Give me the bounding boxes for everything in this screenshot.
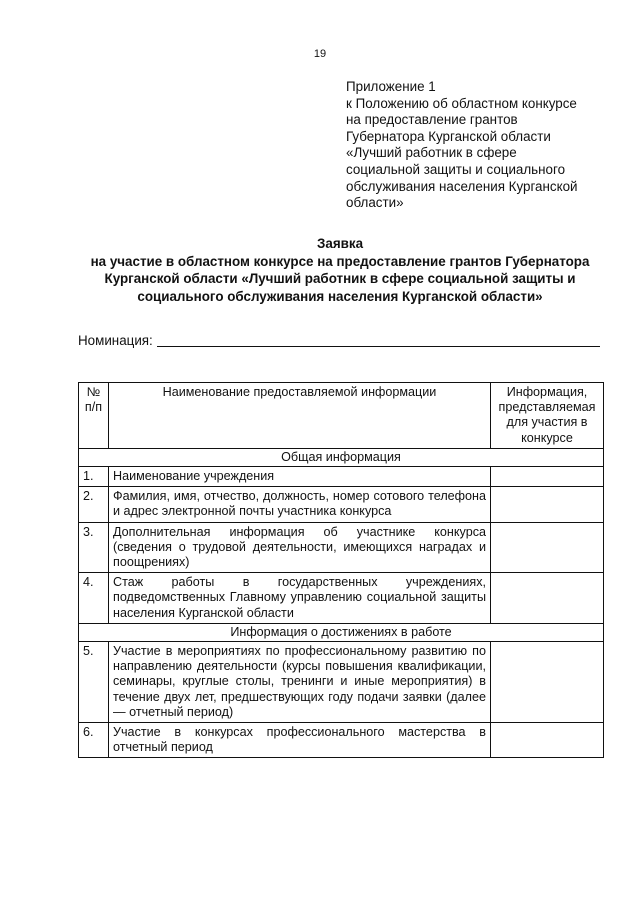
row-text: Наименование учреждения (109, 467, 491, 487)
nomination-field-line (157, 346, 600, 347)
row-info-cell (491, 573, 604, 624)
row-info-cell (491, 522, 604, 573)
row-text: Дополнительная информация об участнике конкурса (сведения о трудовой деятельности, имеющихся наградах и поощрениях) (109, 522, 491, 573)
section-achievements: Информация о достижениях в работе (79, 623, 604, 641)
table-header-row (79, 383, 604, 449)
appendix-line: к Положению об областном конкурсе (346, 95, 577, 111)
row-info-cell (491, 487, 604, 522)
appendix-line: Губернатора Курганской области (346, 128, 551, 144)
table-row (79, 467, 604, 487)
appendix-line: обслуживания населения Курганской (346, 178, 578, 194)
section-row (79, 448, 604, 466)
row-text: Стаж работы в государственных учреждениях, подведомственных Главному управлению социальной защиты населения Курганской области (109, 573, 491, 624)
table-row (79, 487, 604, 522)
header-info: Информация, представляемая для участия в конкурсе (491, 383, 604, 449)
row-num: 1. (79, 467, 109, 487)
header-name: Наименование предоставляемой информации (109, 383, 491, 449)
document-title (40, 235, 640, 305)
application-table (78, 382, 604, 758)
row-text: Фамилия, имя, отчество, должность, номер сотового телефона и адрес электронной почты участника конкурса (109, 487, 491, 522)
row-num: 5. (79, 642, 109, 723)
appendix-line: Приложение 1 (346, 79, 436, 94)
page-number: 19 (313, 48, 327, 60)
section-row (79, 623, 604, 641)
row-text: Участие в конкурсах профессионального мастерства в отчетный период (109, 723, 491, 758)
title-line: социального обслуживания населения Курганской области» (137, 288, 543, 304)
row-info-cell (491, 642, 604, 723)
table-row (79, 723, 604, 758)
row-num: 6. (79, 723, 109, 758)
table-row (79, 522, 604, 573)
appendix-block (346, 79, 626, 212)
table-row (79, 573, 604, 624)
row-num: 3. (79, 522, 109, 573)
row-text: Участие в мероприятиях по профессиональному развитию по направлению деятельности (курсы повышения квалификации, семинары, круглые столы, тренинги и иные мероприятия) в течение двух лет, предшествующих году подачи заявки (далее — отчетный период) (109, 642, 491, 723)
title-heading: Заявка (316, 236, 364, 251)
row-num: 4. (79, 573, 109, 624)
appendix-line: «Лучший работник в сфере (346, 145, 517, 161)
title-line: Курганской области «Лучший работник в сфере социальной защиты и (104, 271, 576, 287)
appendix-line: социальной защиты и социального (346, 161, 566, 177)
nomination-label: Номинация: (78, 333, 153, 348)
header-num: № п/п (79, 383, 109, 449)
table-row (79, 642, 604, 723)
title-line: на участие в областном конкурсе на предоставление грантов Губернатора (90, 254, 590, 270)
row-info-cell (491, 723, 604, 758)
row-num: 2. (79, 487, 109, 522)
appendix-line: на предоставление грантов (346, 112, 518, 128)
row-info-cell (491, 467, 604, 487)
appendix-line: области» (346, 195, 404, 211)
section-general: Общая информация (79, 448, 604, 466)
